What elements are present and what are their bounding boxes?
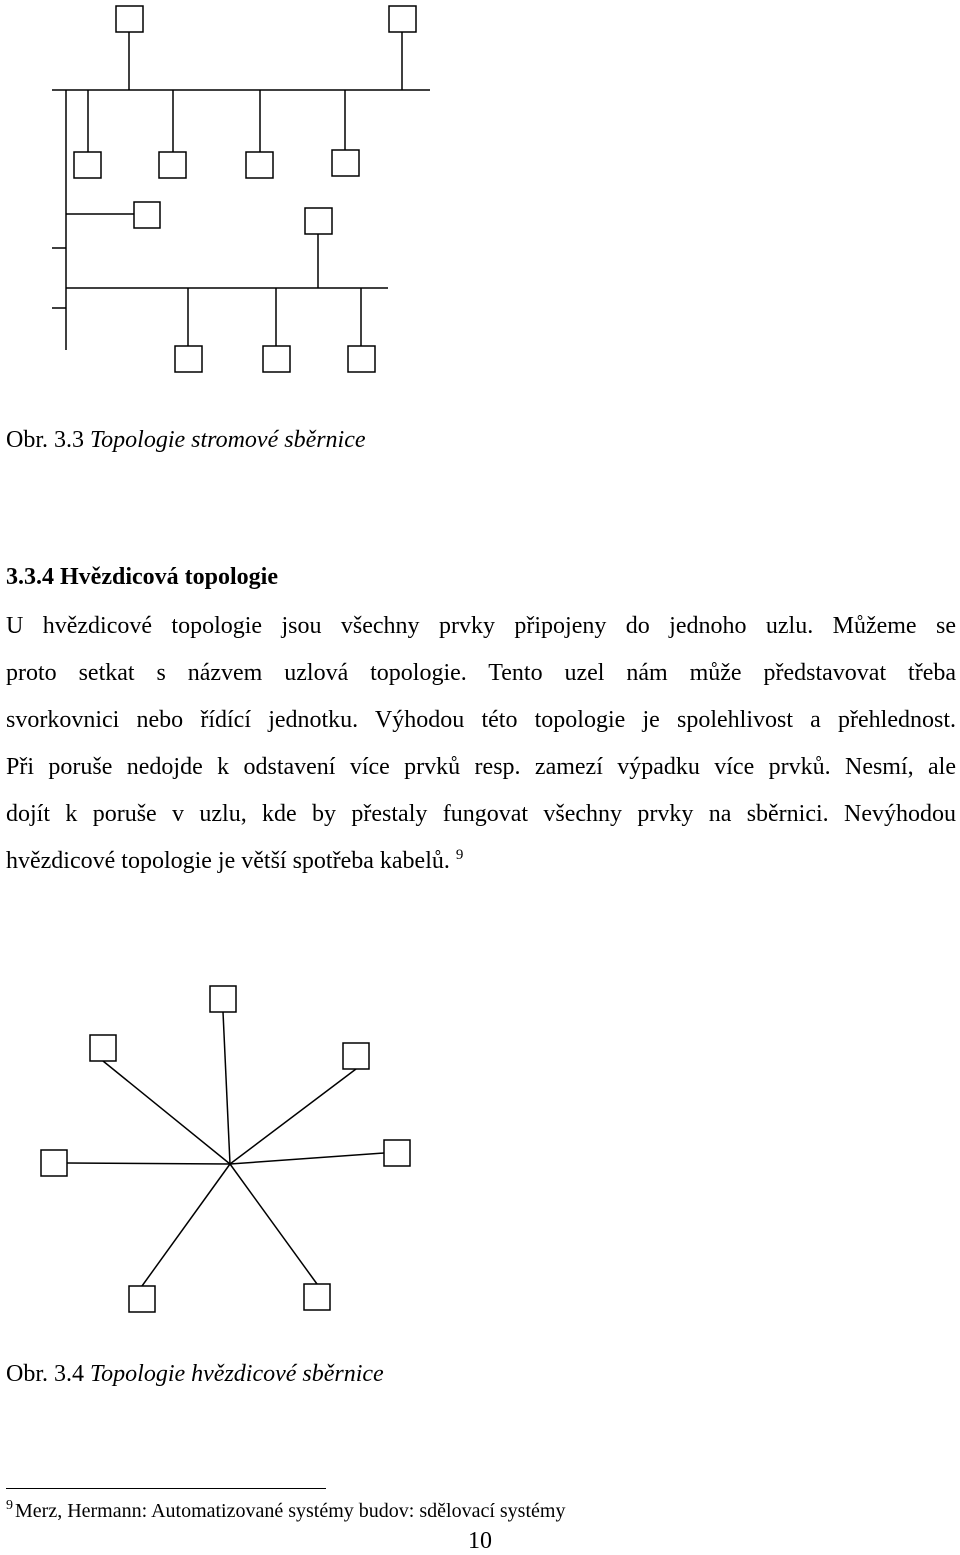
star-node-box <box>90 1035 116 1061</box>
paragraph-line: dojít k poruše v uzlu, kde by přestaly fungovat všechny prvky na sběrnici. Nevýhodou <box>6 801 956 827</box>
star-spoke-line <box>230 1153 384 1164</box>
footnote-divider <box>6 1488 326 1489</box>
node-box <box>305 208 332 234</box>
star-node-box <box>384 1140 410 1166</box>
caption-title: Topologie stromové sběrnice <box>90 427 366 453</box>
caption-number: Obr. 3.4 <box>6 1361 84 1387</box>
node-box <box>159 152 186 178</box>
section-heading: 3.3.4 Hvězdicová topologie <box>6 564 278 590</box>
star-node-box <box>41 1150 67 1176</box>
node-box <box>332 150 359 176</box>
figure-caption-star <box>6 1360 384 1388</box>
paragraph-line-last <box>6 838 956 885</box>
figure-caption-tree <box>6 426 366 454</box>
paragraph-line: Při poruše nedojde k odstavení více prvků resp. zamezí výpadku více prvků. Nesmí, ale <box>6 754 956 780</box>
paragraph-line: svorkovnici nebo řídící jednotku. Výhodou této topologie je spolehlivost a přehlednost. <box>6 707 956 733</box>
footnote-text: Merz, Hermann: Automatizované systémy budov: sdělovací systémy <box>15 1500 566 1522</box>
star-spoke-line <box>103 1061 230 1164</box>
caption-number: Obr. 3.3 <box>6 427 84 453</box>
paragraph-line-text: hvězdicové topologie je větší spotřeba kabelů. <box>6 848 450 874</box>
caption-title: Topologie hvězdicové sběrnice <box>90 1361 384 1387</box>
star-spoke-line <box>142 1164 230 1286</box>
star-topology-diagram <box>0 970 460 1330</box>
paragraph-line: U hvězdicové topologie jsou všechny prvky připojeny do jednoho uzlu. Můžeme se <box>6 613 956 639</box>
star-node-box <box>343 1043 369 1069</box>
node-box <box>246 152 273 178</box>
tree-topology-diagram <box>0 0 460 390</box>
node-box <box>74 152 101 178</box>
node-box <box>348 346 375 372</box>
star-node-box <box>304 1284 330 1310</box>
node-box <box>389 6 416 32</box>
star-node-box <box>129 1286 155 1312</box>
star-node-box <box>210 986 236 1012</box>
star-spoke-line <box>230 1164 317 1284</box>
node-box <box>134 202 160 228</box>
footnote <box>6 1500 565 1523</box>
page-number: 10 <box>468 1528 492 1554</box>
star-spoke-line <box>223 1012 230 1164</box>
paragraph-line: proto setkat s názvem uzlová topologie. Tento uzel nám může představovat třeba <box>6 660 956 686</box>
star-spoke-line <box>67 1163 230 1164</box>
footnote-mark: 9 <box>6 1498 13 1514</box>
body-paragraph <box>6 603 956 885</box>
star-spoke-line <box>230 1069 356 1164</box>
node-box <box>263 346 290 372</box>
node-box <box>116 6 143 32</box>
footnote-reference[interactable]: 9 <box>455 847 464 863</box>
node-box <box>175 346 202 372</box>
